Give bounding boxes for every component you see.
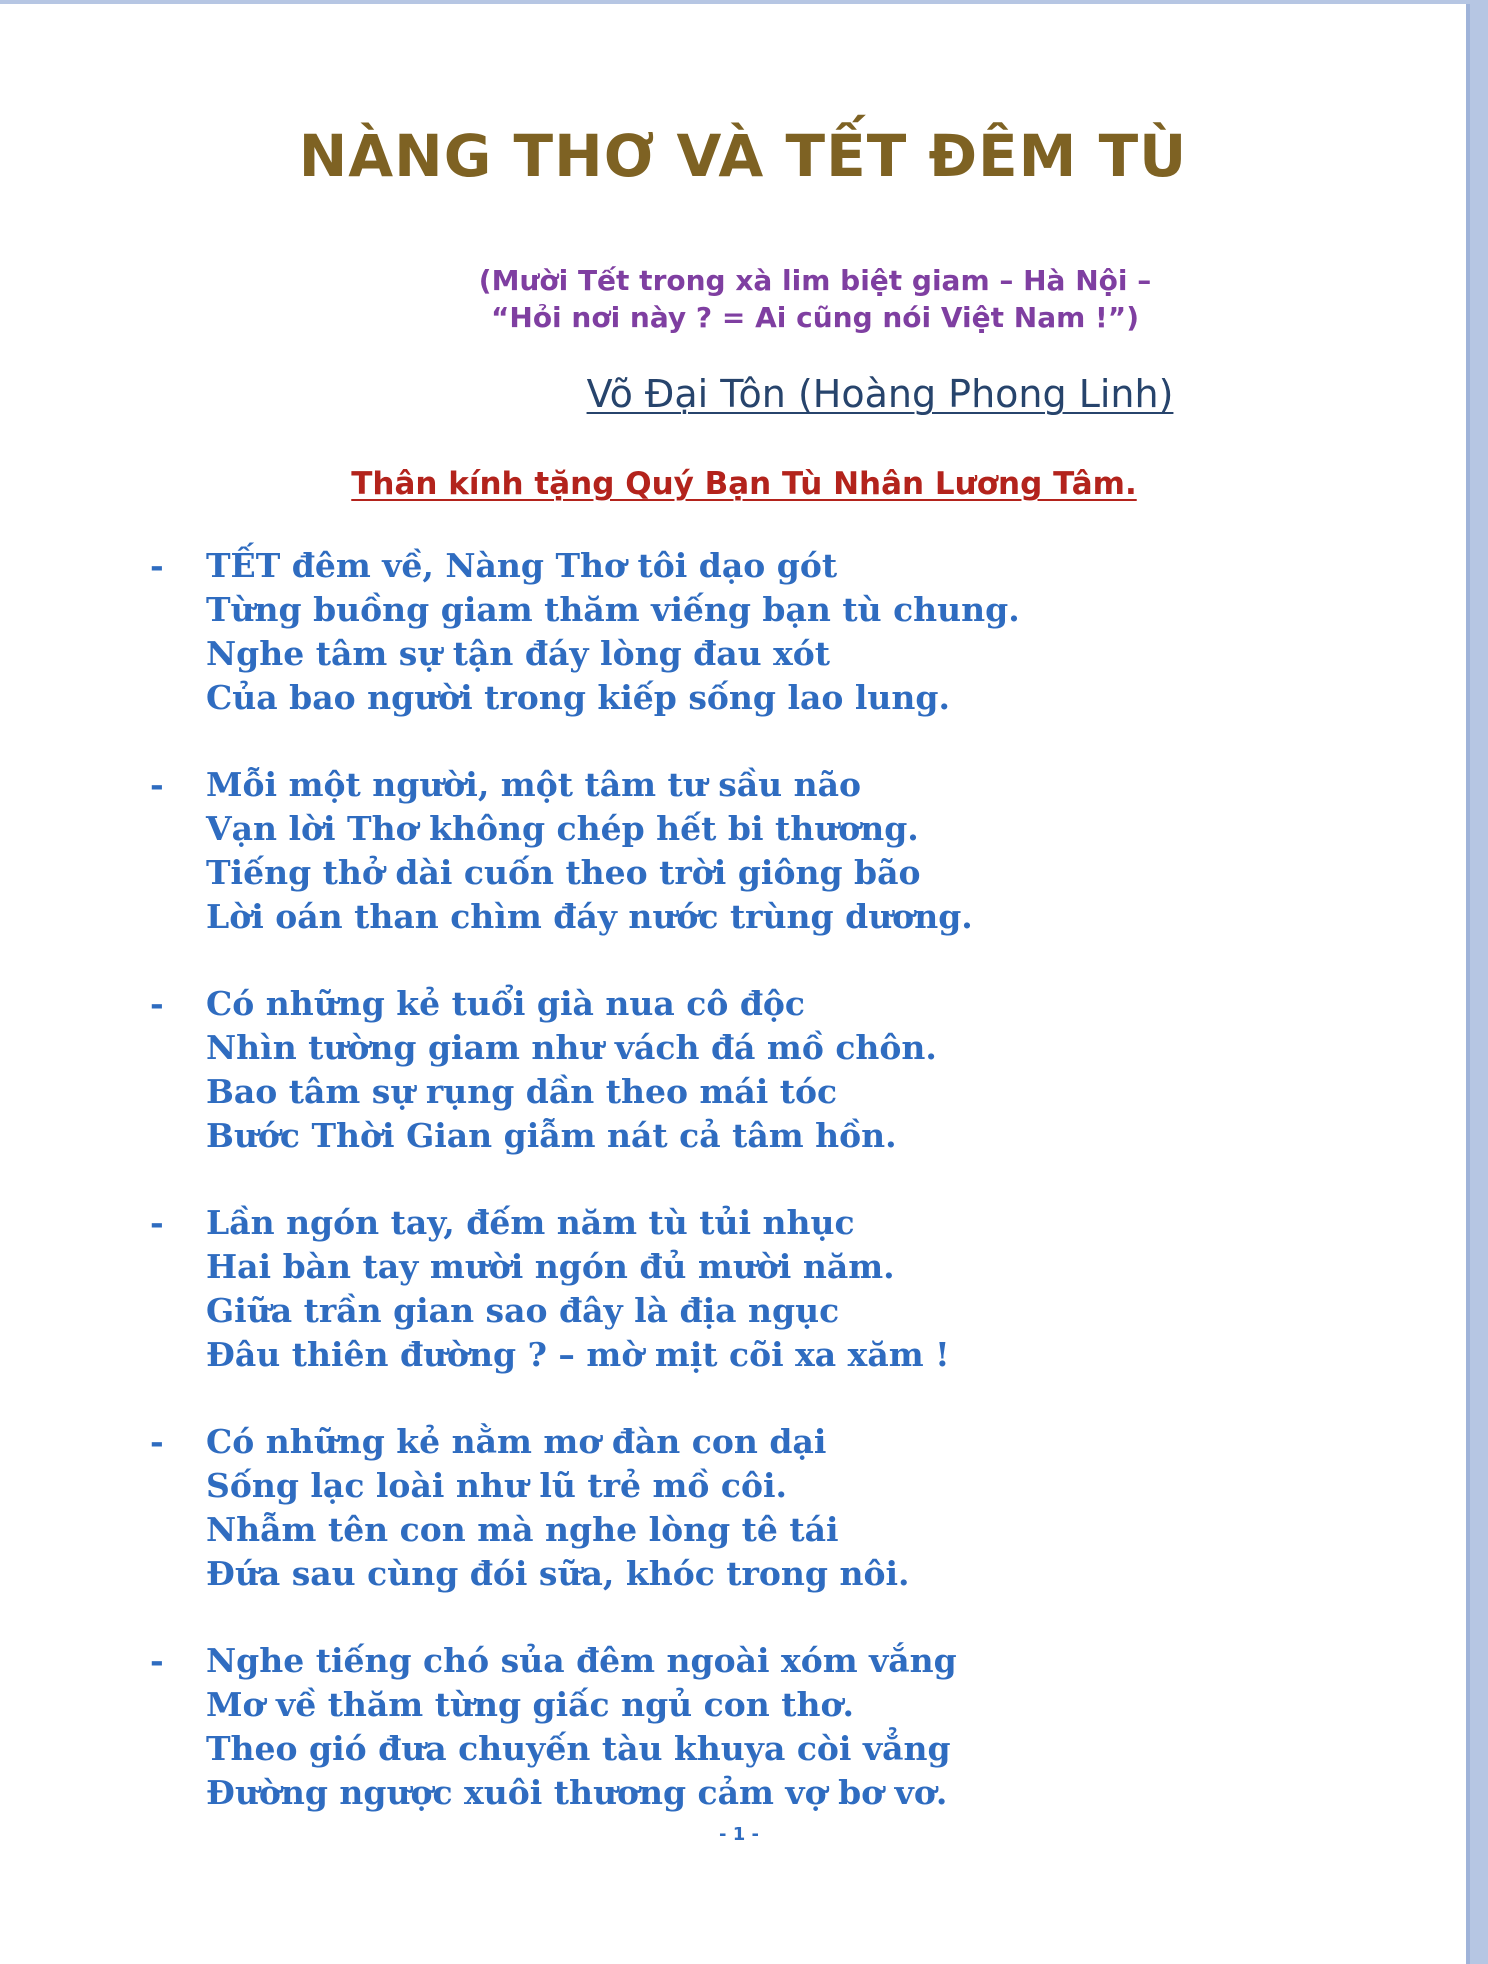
verse-line: Bước Thời Gian giẫm nát cả tâm hồn.: [206, 1116, 897, 1155]
stanza-dash: -: [150, 765, 164, 804]
verse-line: Có những kẻ tuổi già nua cô độc: [206, 984, 806, 1023]
verse-line: Nhìn tường giam như vách đá mồ chôn.: [206, 1028, 937, 1067]
verse-line: Của bao người trong kiếp sống lao lung.: [206, 678, 950, 717]
poem-subtitle: [0, 262, 1470, 336]
verse-line: Đường ngược xuôi thương cảm vợ bơ vơ.: [206, 1773, 948, 1812]
verse-line: Đứa sau cùng đói sữa, khóc trong nôi.: [206, 1554, 910, 1593]
verse-line: Nghe tiếng chó sủa đêm ngoài xóm vắng: [206, 1641, 957, 1680]
stanza-dash: -: [150, 984, 164, 1023]
stanza-dash: -: [150, 1203, 164, 1242]
verse-line: Lần ngón tay, đếm năm tù tủi nhục: [206, 1203, 855, 1242]
author-name: Võ Đại Tôn (Hoàng Phong Linh): [586, 372, 1174, 416]
verse-line: Đâu thiên đường ? – mờ mịt cõi xa xăm !: [206, 1335, 950, 1374]
subtitle-line-2: “Hỏi nơi này ? = Ai cũng nói Việt Nam !”): [490, 301, 1139, 334]
verse-line: Có những kẻ nằm mơ đàn con dại: [206, 1422, 827, 1461]
stanza-dash: -: [150, 546, 164, 585]
verse-line: Mơ về thăm từng giấc ngủ con thơ.: [206, 1685, 854, 1724]
poem-title: NÀNG THƠ VÀ TẾT ĐÊM TÙ: [298, 122, 1188, 190]
poem-body: [150, 544, 1350, 1858]
verse-line: Vạn lời Thơ không chép hết bi thương.: [206, 809, 919, 848]
verse-line: Tiếng thở dài cuốn theo trời giông bão: [206, 853, 921, 892]
stanza: [150, 1201, 1350, 1377]
verse-line: Theo gió đưa chuyến tàu khuya còi vẳng: [206, 1729, 951, 1768]
verse-line: Sống lạc loài như lũ trẻ mồ côi.: [206, 1466, 787, 1505]
verse-line: Nhẫm tên con mà nghe lòng tê tái: [206, 1510, 839, 1549]
stanza: [150, 1639, 1350, 1815]
poem-author: [0, 372, 1470, 416]
stanza: [150, 1420, 1350, 1596]
page-number: - 1 -: [719, 1824, 759, 1845]
verse-line: Lời oán than chìm đáy nước trùng dương.: [206, 897, 973, 936]
stanza: [150, 982, 1350, 1158]
verse-line: Từng buồng giam thăm viếng bạn tù chung.: [206, 590, 1020, 629]
stanza: [150, 763, 1350, 939]
stanza: [150, 544, 1350, 720]
subtitle-line-1: (Mười Tết trong xà lim biệt giam – Hà Nội –: [478, 264, 1152, 297]
verse-line: Nghe tâm sự tận đáy lòng đau xót: [206, 634, 831, 673]
stanza-dash: -: [150, 1641, 164, 1680]
verse-line: TẾT đêm về, Nàng Thơ tôi dạo gót: [206, 546, 838, 585]
verse-line: Hai bàn tay mười ngón đủ mười năm.: [206, 1247, 895, 1286]
stanza-dash: -: [150, 1422, 164, 1461]
verse-line: Giữa trần gian sao đây là địa ngục: [206, 1291, 840, 1330]
document-page: [0, 4, 1470, 1964]
verse-line: Mỗi một người, một tâm tư sầu não: [206, 765, 862, 804]
poem-dedication: [0, 466, 1470, 502]
verse-line: Bao tâm sự rụng dần theo mái tóc: [206, 1072, 838, 1111]
dedication-text: Thân kính tặng Quý Bạn Tù Nhân Lương Tâm.: [351, 466, 1137, 502]
